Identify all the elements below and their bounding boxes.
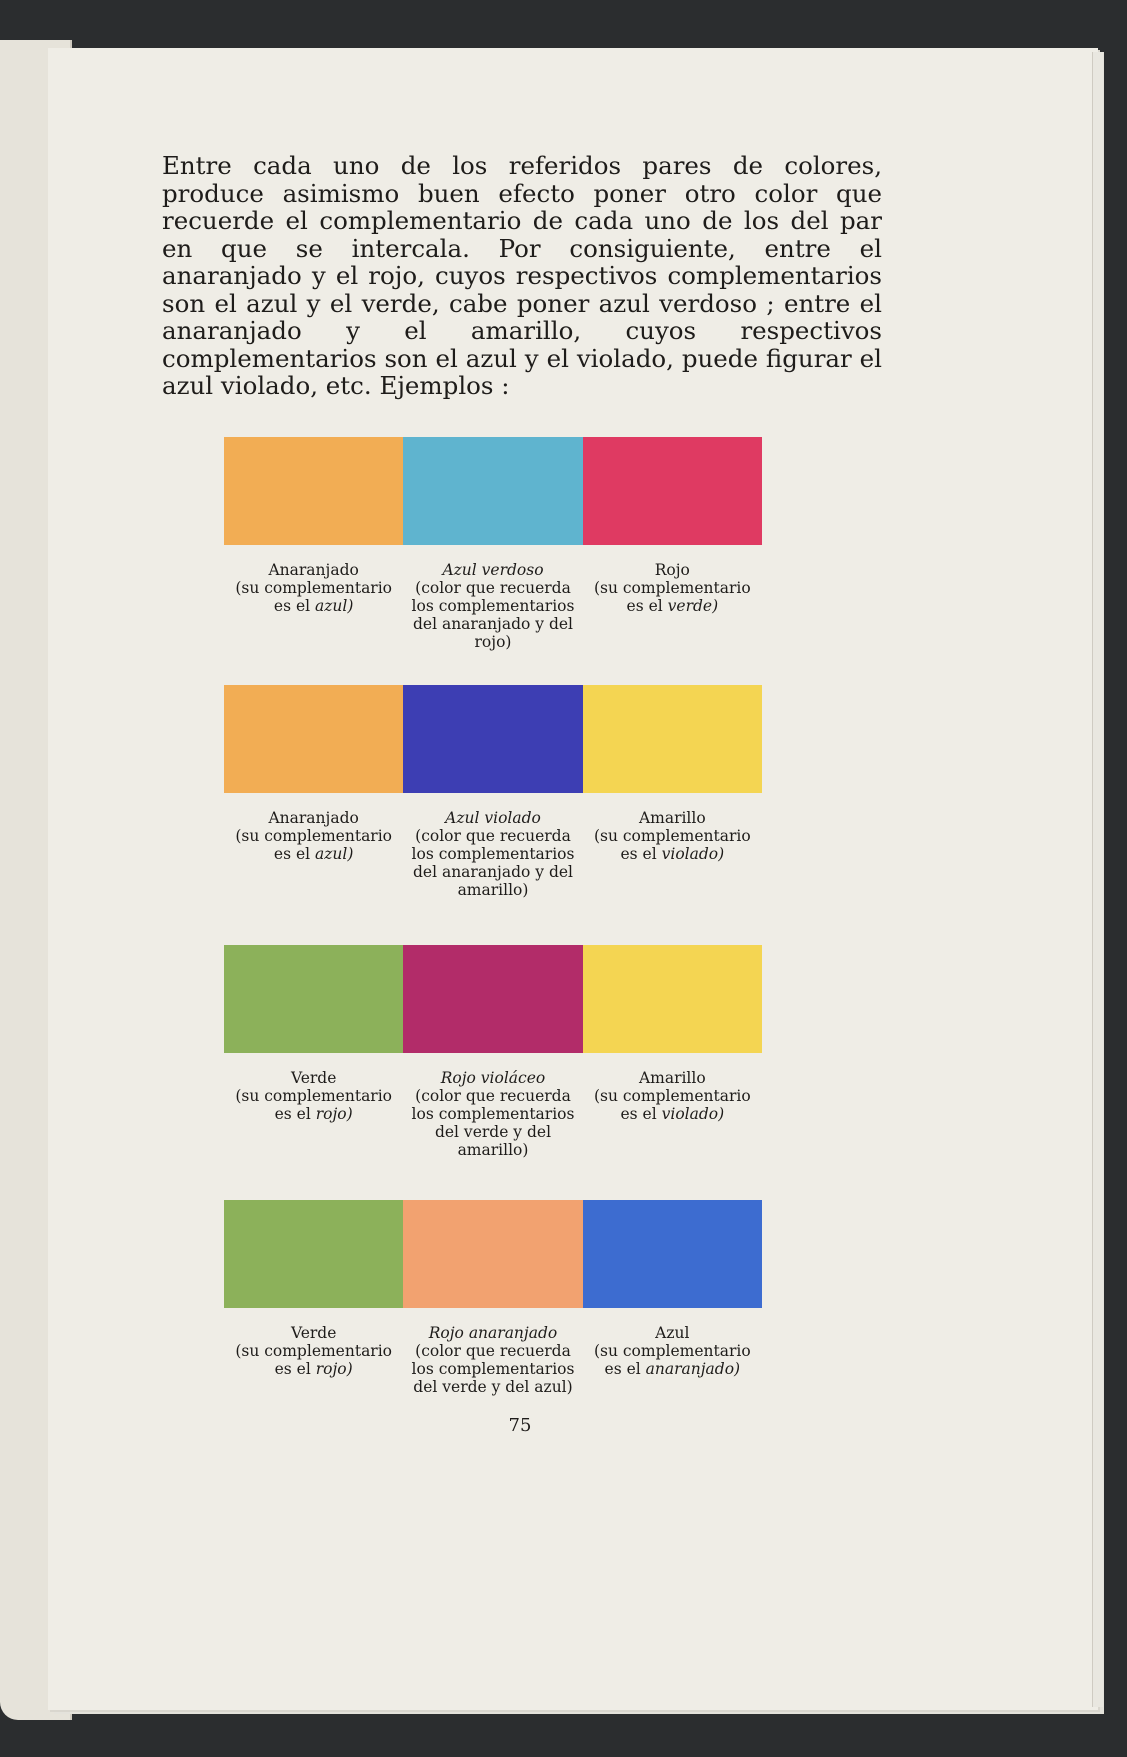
- color-example-3: [224, 945, 762, 1159]
- swatch-rojo-anaranjado: [403, 1200, 582, 1308]
- swatch-label: [224, 1324, 403, 1396]
- swatch-row: [224, 437, 762, 545]
- label-row: [224, 809, 762, 899]
- color-description: (su complementario es el verde): [593, 579, 751, 615]
- color-name: Verde: [290, 1069, 337, 1087]
- color-description: (color que recuerda los complementarios del verde y del azul): [411, 1342, 575, 1396]
- color-name: Rojo: [654, 561, 690, 579]
- color-description: (su complementario es el azul): [235, 579, 393, 615]
- color-description: (su complementario es el violado): [593, 827, 751, 863]
- swatch-azul-violado: [403, 685, 582, 793]
- swatch-row: [224, 1200, 762, 1308]
- swatch-label: [583, 1069, 762, 1159]
- page-number: 75: [508, 1415, 532, 1436]
- swatch-rojo-violaceo: [403, 945, 582, 1053]
- page-edge: [1092, 52, 1103, 1707]
- swatch-anaranjado: [224, 685, 403, 793]
- swatch-amarillo: [583, 945, 762, 1053]
- color-name: Azul violado: [445, 809, 541, 827]
- color-description: (color que recuerda los complementarios del anaranjado y del amarillo): [411, 827, 575, 899]
- color-name: Azul: [655, 1324, 690, 1342]
- swatch-label: [403, 1069, 582, 1159]
- color-description: (color que recuerda los complementarios del anaranjado y del rojo): [411, 579, 575, 651]
- color-description: (su complementario es el rojo): [235, 1342, 393, 1378]
- swatch-row: [224, 945, 762, 1053]
- color-description: (su complementario es el anaranjado): [593, 1342, 751, 1378]
- color-name: Anaranjado: [268, 561, 359, 579]
- color-name: Amarillo: [638, 809, 706, 827]
- swatch-amarillo: [583, 685, 762, 793]
- swatch-label: [403, 561, 582, 651]
- body-paragraph: Entre cada uno de los referidos pares de colores, produce asimismo buen efecto poner otro color que recuerde el complementario de cada uno de los del par en que se intercala. Por consiguiente, entre el anaranjado y el rojo, cuyos respectivos complementarios son el azul y el verde, cabe poner azul verdoso ; entre el anaranjado y el amarillo, cuyos respectivos complementarios son el azul y el violado, puede figurar el azul violado, etc. Ejemplos :: [162, 151, 882, 400]
- color-description: (su complementario es el rojo): [235, 1087, 393, 1123]
- swatch-row: [224, 685, 762, 793]
- swatch-label: [224, 1069, 403, 1159]
- color-name: Azul verdoso: [442, 561, 544, 579]
- swatch-anaranjado: [224, 437, 403, 545]
- color-example-2: [224, 685, 762, 899]
- swatch-label: [224, 561, 403, 651]
- color-name: Rojo violáceo: [440, 1069, 546, 1087]
- swatch-label: [403, 809, 582, 899]
- swatch-rojo: [583, 437, 762, 545]
- color-description: (su complementario es el azul): [235, 827, 393, 863]
- swatch-label: [583, 809, 762, 899]
- color-name: Verde: [290, 1324, 337, 1342]
- label-row: [224, 561, 762, 651]
- swatch-azul: [583, 1200, 762, 1308]
- swatch-label: [403, 1324, 582, 1396]
- color-name: Anaranjado: [268, 809, 359, 827]
- swatch-verde: [224, 1200, 403, 1308]
- swatch-azul-verdoso: [403, 437, 582, 545]
- color-example-4: [224, 1200, 762, 1396]
- label-row: [224, 1324, 762, 1396]
- swatch-label: [583, 561, 762, 651]
- color-description: (su complementario es el violado): [593, 1087, 751, 1123]
- swatch-label: [224, 809, 403, 899]
- color-description: (color que recuerda los complementarios del verde y del amarillo): [411, 1087, 575, 1159]
- label-row: [224, 1069, 762, 1159]
- color-name: Rojo anaranjado: [428, 1324, 558, 1342]
- swatch-verde: [224, 945, 403, 1053]
- color-example-1: [224, 437, 762, 651]
- color-name: Amarillo: [638, 1069, 706, 1087]
- swatch-label: [583, 1324, 762, 1396]
